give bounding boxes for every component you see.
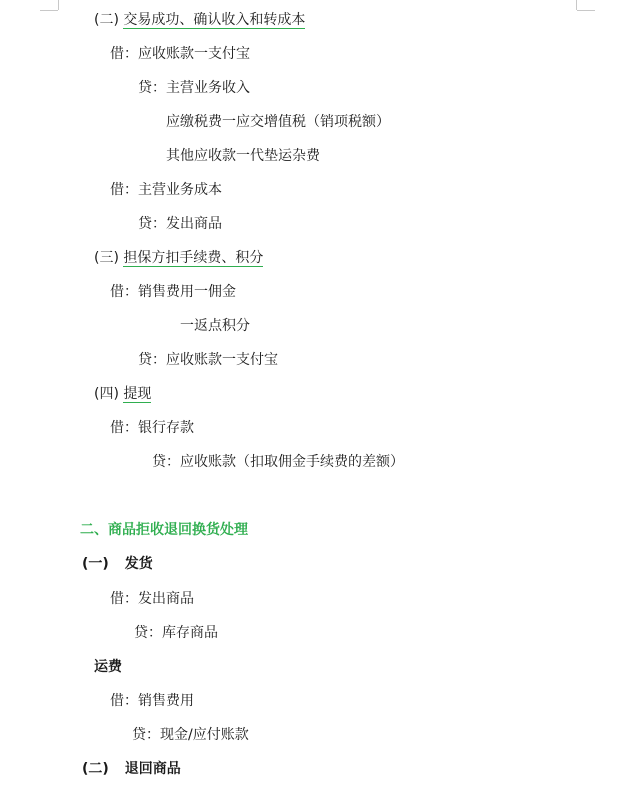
heading-link[interactable]: 提现 <box>123 386 152 402</box>
subheading-shipping <box>82 554 153 574</box>
entry-debit: 借：销售费用 <box>110 693 194 709</box>
heading-number: (四) <box>94 386 124 402</box>
entry-debit: 借：销售费用一佣金 <box>110 284 236 300</box>
heading-link[interactable]: 交易成功、确认收入和转成本 <box>123 12 306 28</box>
margin-mark-right <box>576 0 577 10</box>
entry-credit: 贷：主营业务收入 <box>138 80 250 96</box>
entry-credit-sub: 其他应收款一代垫运杂费 <box>166 148 320 164</box>
subheading-number: (二) <box>82 761 109 777</box>
entry-debit: 借：发出商品 <box>110 591 194 607</box>
entry-credit: 贷：应收账款一支付宝 <box>138 352 278 368</box>
heading-transaction-success <box>94 10 305 30</box>
entry-debit: 借：银行存款 <box>110 420 194 436</box>
heading-number: (三) <box>94 250 124 266</box>
subheading-freight: 运费 <box>94 659 122 675</box>
subheading-returned-goods <box>82 759 181 779</box>
margin-mark-left-h <box>40 10 58 11</box>
entry-credit: 贷：库存商品 <box>134 625 218 641</box>
margin-mark-left <box>58 0 59 10</box>
subheading-title: 退回商品 <box>124 761 181 777</box>
heading-link[interactable]: 担保方扣手续费、积分 <box>123 250 264 266</box>
entry-credit-sub: 应缴税费一应交增值税（销项税额） <box>166 114 390 130</box>
entry-debit: 借：应收账款一支付宝 <box>110 46 250 62</box>
entry-debit: 借：主营业务成本 <box>110 182 222 198</box>
subheading-title: 发货 <box>124 556 153 572</box>
section-title-returns: 二、商品拒收退回换货处理 <box>80 522 248 538</box>
entry-credit: 贷：应收账款（扣取佣金手续费的差额） <box>152 454 404 470</box>
heading-withdraw <box>94 384 151 404</box>
heading-guarantee-fee <box>94 248 263 268</box>
subheading-number: (一) <box>82 556 109 572</box>
entry-credit: 贷：现金/应付账款 <box>132 727 249 743</box>
entry-credit: 贷：发出商品 <box>138 216 222 232</box>
margin-mark-right-h <box>577 10 595 11</box>
entry-debit-sub: 一返点积分 <box>180 318 250 334</box>
heading-number: (二) <box>94 12 124 28</box>
